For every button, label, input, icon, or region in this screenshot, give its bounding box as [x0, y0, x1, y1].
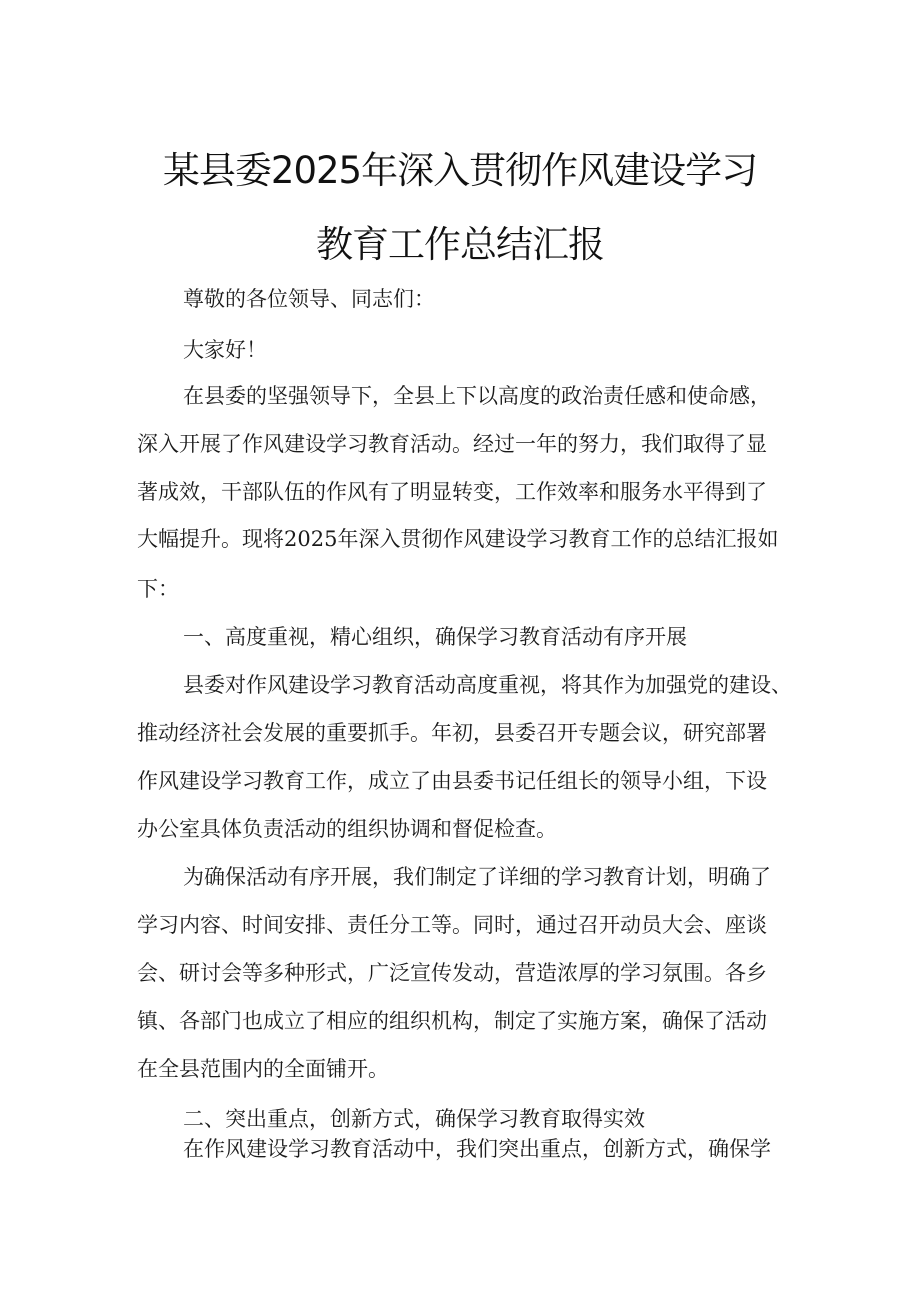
section-heading-1: 一、高度重视，精心组织，确保学习教育活动有序开展 [183, 625, 687, 649]
body-line: 在全县范围内的全面铺开。 [137, 1057, 389, 1081]
body-line: 镇、各部门也成立了相应的组织机构，制定了实施方案，确保了活动 [137, 1009, 767, 1033]
body-line: 在作风建设学习教育活动中，我们突出重点，创新方式，确保学 [183, 1137, 771, 1161]
greeting: 大家好！ [183, 338, 267, 362]
body-line: 在县委的坚强领导下，全县上下以高度的政治责任感和使命感， [183, 384, 771, 408]
body-line: 为确保活动有序开展，我们制定了详细的学习教育计划，明确了 [183, 865, 771, 889]
document-title-line-2: 教育工作总结汇报 [316, 223, 604, 266]
salutation: 尊敬的各位领导、同志们： [183, 287, 435, 311]
body-line: 下： [137, 577, 179, 601]
body-line: 大幅提升。现将2025年深入贯彻作风建设学习教育工作的总结汇报如 [137, 527, 779, 551]
body-line: 学习内容、时间安排、责任分工等。同时，通过召开动员大会、座谈 [137, 913, 767, 937]
body-line: 县委对作风建设学习教育活动高度重视，将其作为加强党的建设、 [183, 673, 792, 697]
body-line: 办公室具体负责活动的组织协调和督促检查。 [137, 817, 557, 841]
document-title-line-1: 某县委2025年深入贯彻作风建设学习 [162, 149, 758, 192]
body-line: 会、研讨会等多种形式，广泛宣传发动，营造浓厚的学习氛围。各乡 [137, 961, 767, 985]
body-line: 著成效，干部队伍的作风有了明显转变，工作效率和服务水平得到了 [137, 480, 767, 504]
body-line: 深入开展了作风建设学习教育活动。经过一年的努力，我们取得了显 [137, 432, 767, 456]
body-line: 作风建设学习教育工作，成立了由县委书记任组长的领导小组，下设 [137, 769, 767, 793]
section-heading-2: 二、突出重点，创新方式，确保学习教育取得实效 [183, 1107, 645, 1131]
body-line: 推动经济社会发展的重要抓手。年初，县委召开专题会议，研究部署 [137, 721, 767, 745]
